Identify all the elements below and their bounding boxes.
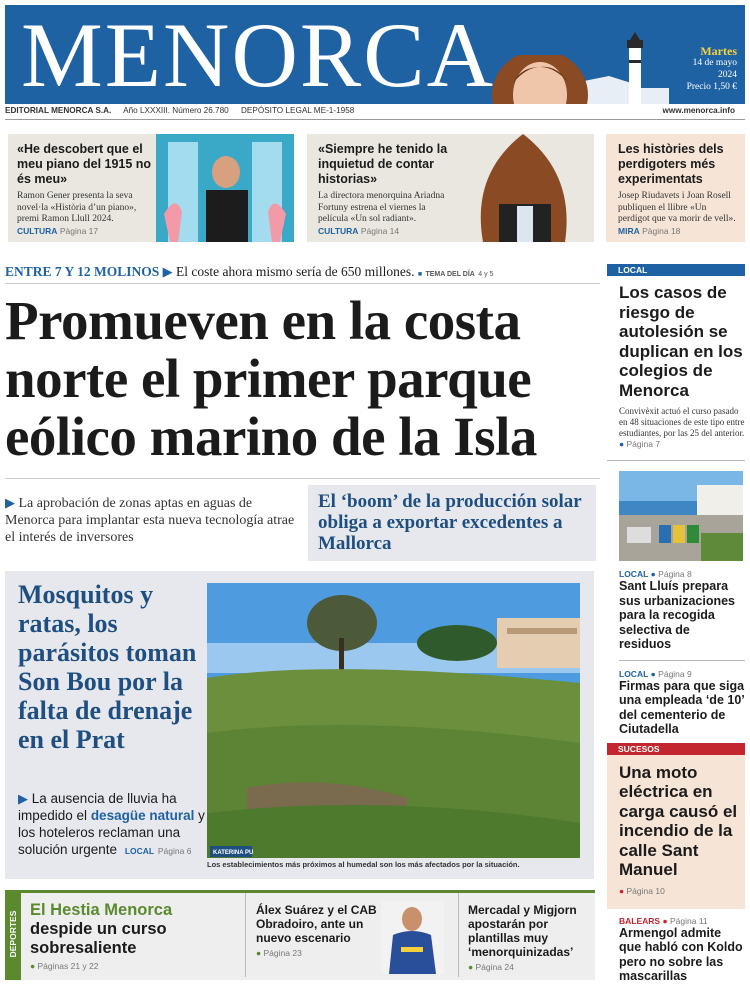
day-label: Martes (700, 44, 737, 58)
story-headline: Firmas para que siga una empleada ‘de 10’ del cementerio de Ciutadella (619, 678, 745, 736)
page-ref: Página 6 (157, 846, 192, 856)
sucesos-box[interactable]: SUCESOS Una moto eléctrica en carga causó el incendio de la calle Sant Manuel ● Página 10 (607, 743, 745, 909)
section-label: LOCAL (619, 569, 649, 579)
page-ref-text: Página 8 (658, 569, 692, 579)
teaser-headline: Les històries dels perdigoters més experimentats (618, 142, 724, 186)
price-label: Precio 1,50 € (686, 82, 737, 92)
page-ref-text: Página 11 (669, 915, 708, 926)
sports-headline: Mercadal y Migjorn apostarán por plantillas muy ‘menorquinizadas’ (468, 903, 577, 959)
feature-body (18, 790, 208, 860)
section-label: MIRA (618, 225, 640, 236)
story-headline: Una moto eléctrica en carga causó el incendio de la calle Sant Manuel (619, 762, 738, 879)
sports-item-hestia[interactable] (30, 901, 235, 971)
page-ref-text: Páginas 21 y 22 (37, 961, 99, 971)
page-ref: ● Página 23 (256, 948, 302, 958)
kicker-ref: TEMA DEL DÍA (425, 271, 475, 278)
story-photo-residuos (619, 471, 743, 561)
feature-headline[interactable]: Mosquitos y ratas, los parásitos toman Son Bou por la falta de drenaje en el Prat (18, 580, 197, 754)
teaser-photo-director (453, 134, 594, 242)
page-ref-text: Página 24 (475, 962, 514, 972)
newspaper-logo[interactable]: MENORCA (21, 5, 496, 104)
lead-kicker[interactable] (5, 264, 600, 284)
publisher: EDITORIAL MENORCA S.A. (5, 106, 112, 115)
kicker-text: El coste ahora mismo sería de 650 millones. (176, 264, 415, 279)
page-ref: Pàgina 18 (642, 225, 681, 236)
page-ref-text: Página 10 (626, 885, 665, 896)
feature-body-post: y los hoteleros reclaman una solución urgente (18, 808, 205, 857)
issue-number: Año LXXXIII. Número 26.780 (123, 106, 229, 115)
story-body: Convivèxit actuó el curso pasado en 48 situaciones de este tipo entre estudiantes, por las 25 del anterior. (619, 406, 745, 438)
sports-photo-player (381, 901, 444, 974)
story-headline: Sant Lluís prepara sus urbanizaciones para la recogida selectiva de residuos (619, 579, 736, 651)
sports-team: El Hestia Menorca (30, 901, 173, 919)
photo-credit: KATERINA PU (213, 850, 254, 856)
sports-tag-label: DEPORTES (8, 910, 18, 958)
section-label: CULTURA (318, 225, 359, 236)
cover-portrait-photo (485, 55, 600, 104)
page-ref-text: Página 7 (626, 439, 661, 449)
issue-date (677, 45, 737, 93)
section-label: CULTURA (17, 225, 58, 236)
sports-headline: Álex Suárez y el CAB Obradoiro, ante un nuevo escenario (256, 903, 377, 945)
sports-item-suarez[interactable] (256, 903, 380, 958)
story-cementerio[interactable]: LOCAL ● Página 9 Firmas para que siga una empleada ‘de 10’ del cementerio de Ciutadella (619, 668, 745, 736)
section-bar-sucesos: SUCESOS (607, 743, 745, 755)
website-link[interactable]: www.menorca.info (662, 106, 735, 115)
page-ref: Pàgina 17 (59, 225, 99, 236)
story-headline: Armengol admite que habló con Koldo pero no sobre las mascarillas (619, 925, 743, 983)
teaser-photo-pianist (156, 134, 294, 242)
feature-body-pre: La ausencia de lluvia ha impedido el (18, 791, 177, 823)
feature-body-highlight: desagüe natural (90, 808, 195, 823)
section-label: LOCAL (619, 668, 649, 679)
story-autolesion[interactable] (607, 276, 745, 450)
divider (245, 893, 246, 977)
masthead (5, 5, 745, 104)
teaser-headline: «He descobert que el meu piano del 1915 no és meu» (17, 142, 152, 186)
section-label: BALEARS (619, 915, 661, 926)
teaser-body: La directora menorquina Ariadna Fortuny estrena el viernes la película «Un sol radiant». (318, 191, 445, 224)
divider (458, 893, 459, 977)
photo-caption: Los establecimientos más próximos al humedal son los más afectados por la situación. (207, 860, 520, 869)
section-label: LOCAL (124, 846, 155, 856)
kicker-pages: 4 y 5 (478, 271, 494, 278)
sports-tag (5, 893, 21, 980)
divider (5, 478, 600, 479)
sports-item-mercadal[interactable] (468, 903, 590, 972)
legal-deposit: DEPÓSITO LEGAL ME-1-1958 (241, 106, 355, 115)
story-santlluis[interactable]: LOCAL ● Página 8 Sant Lluís prepara sus urbanizaciones para la recogida selectiva de residuos (607, 561, 745, 652)
date-label: 14 de mayo 2024 (692, 58, 737, 80)
teaser-headline: «Siempre he tenido la inquietud de contar historias» (318, 142, 448, 186)
square-icon: ■ (417, 271, 423, 278)
triangle-icon: ▶ (5, 495, 15, 510)
imprint-bar (5, 106, 745, 120)
lead-subhead-text: La aprobación de zonas aptas en aguas de Menorca para implantar esta nueva tecnología atrae el interés de inversores (5, 496, 295, 545)
triangle-icon: ▶ (162, 264, 173, 279)
kicker-label: ENTRE 7 Y 12 MOLINOS (5, 264, 160, 279)
right-column (607, 264, 745, 984)
page-ref: Página 14 (360, 225, 400, 236)
teaser-perdigoters[interactable] (606, 134, 745, 242)
feature-photo-wetland (207, 583, 580, 858)
teaser-body: Josep Riudavets i Joan Rosell publiquen el llibre «Un perdigot que va morir de vell». (618, 191, 736, 224)
lead-headline[interactable]: Promueven en la costa norte el primer parque eólico marino de la Isla (5, 290, 537, 467)
divider (607, 460, 745, 461)
story-headline: Los casos de riesgo de autolesión se duplican en los colegios de Menorca (619, 283, 743, 400)
triangle-icon: ▶ (18, 791, 28, 806)
side-story-solar[interactable]: El ‘boom’ de la producción solar obliga a exportar excedentes a Mallorca (308, 485, 596, 561)
page-ref: ● Páginas 21 y 22 (30, 961, 99, 971)
teaser-piano[interactable] (8, 134, 294, 242)
story-armengol[interactable]: BALEARS ● Página 11 Armengol admite que habló con Koldo pero no sobre las mascarillas (607, 909, 745, 984)
section-bar-local: LOCAL (607, 264, 745, 276)
teaser-body: Ramon Gener presenta la seva novel·la «Història d’un piano», premi Ramon Llull 2024. (17, 191, 137, 224)
page-ref-text: Página 23 (263, 948, 302, 958)
sports-headline: despide un curso sobresaliente (30, 920, 167, 957)
page-ref-text: Página 9 (658, 668, 692, 679)
lead-subhead (5, 494, 295, 546)
page-ref: ● Página 24 (468, 962, 514, 972)
teaser-director[interactable] (307, 134, 594, 242)
page-ref: ● Página 7 (619, 439, 661, 449)
